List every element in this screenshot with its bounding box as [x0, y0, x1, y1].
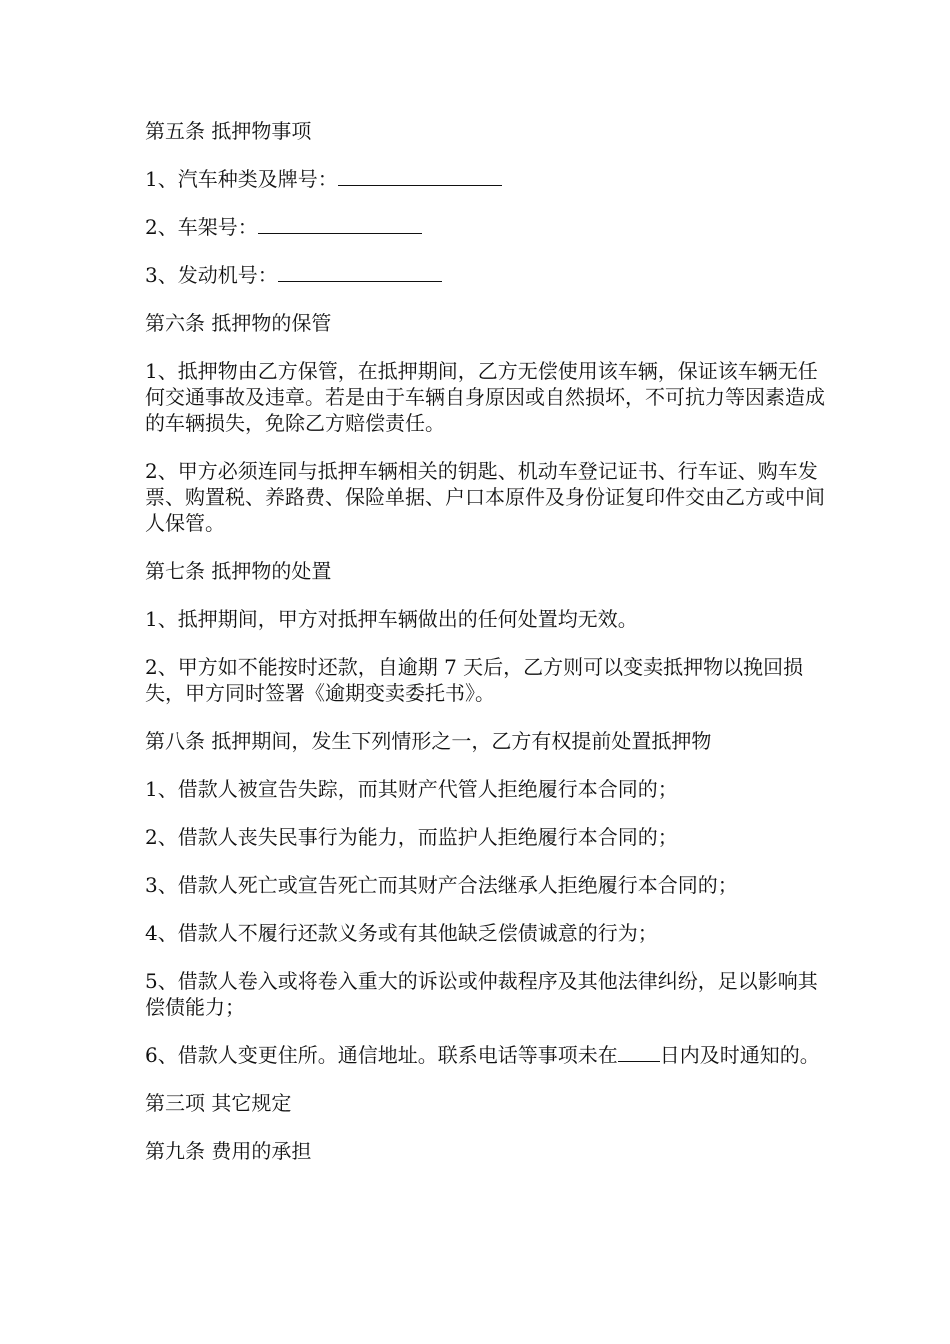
article-8-item-2: 2、借款人丧失民事行为能力，而监护人拒绝履行本合同的；	[145, 825, 678, 849]
article-7-item-2: 2、甲方如不能按时还款，自逾期 7 天后，乙方则可以变卖抵押物以挽回损失，甲方同时签署《逾期变卖委托书》。	[145, 655, 804, 705]
article-6-item-2: 2、甲方必须连同与抵押车辆相关的钥匙、机动车登记证书、行车证、购车发票、购置税、养路费、保险单据、户口本原件及身份证复印件交由乙方或中间人保管。	[145, 459, 825, 535]
article-8-item-6	[145, 1042, 835, 1068]
notice-days-blank	[618, 1043, 660, 1062]
vehicle-type-plate-label: 1、汽车种类及牌号：	[145, 167, 338, 191]
article-8-item-3: 3、借款人死亡或宣告死亡而其财产合法继承人拒绝履行本合同的；	[145, 873, 738, 897]
notice-text-before-blank: 6、借款人变更住所。通信地址。联系电话等事项未在	[145, 1043, 618, 1067]
article-8-item-5: 5、借款人卷入或将卷入重大的诉讼或仲裁程序及其他法律纠纷，足以影响其偿债能力；	[145, 969, 818, 1019]
article-8-item-4: 4、借款人不履行还款义务或有其他缺乏偿债诚意的行为；	[145, 921, 658, 945]
article-5-item-3	[145, 262, 835, 288]
engine-number-label: 3、发动机号：	[145, 263, 278, 287]
article-9-heading: 第九条 费用的承担	[145, 1139, 312, 1163]
article-8-item-1: 1、借款人被宣告失踪，而其财产代管人拒绝履行本合同的；	[145, 777, 678, 801]
section-3-heading: 第三项 其它规定	[145, 1091, 292, 1115]
article-5-item-2	[145, 214, 835, 240]
chassis-number-blank	[258, 215, 422, 234]
vehicle-type-plate-blank	[338, 167, 502, 186]
chassis-number-label: 2、车架号：	[145, 215, 258, 239]
engine-number-blank	[278, 263, 442, 282]
article-5-heading: 第五条 抵押物事项	[145, 119, 312, 143]
article-5-item-1	[145, 166, 835, 192]
article-8-heading: 第八条 抵押期间，发生下列情形之一，乙方有权提前处置抵押物	[145, 729, 712, 753]
article-6-item-1: 1、抵押物由乙方保管，在抵押期间，乙方无偿使用该车辆，保证该车辆无任何交通事故及违章。若是由于车辆自身原因或自然损坏，不可抗力等因素造成的车辆损失，免除乙方赔偿责任。	[145, 359, 825, 435]
document-body	[145, 118, 835, 1186]
notice-text-after-blank: 日内及时通知的。	[659, 1043, 820, 1067]
article-6-heading: 第六条 抵押物的保管	[145, 311, 332, 335]
article-7-item-1: 1、抵押期间，甲方对抵押车辆做出的任何处置均无效。	[145, 607, 638, 631]
article-7-heading: 第七条 抵押物的处置	[145, 559, 332, 583]
